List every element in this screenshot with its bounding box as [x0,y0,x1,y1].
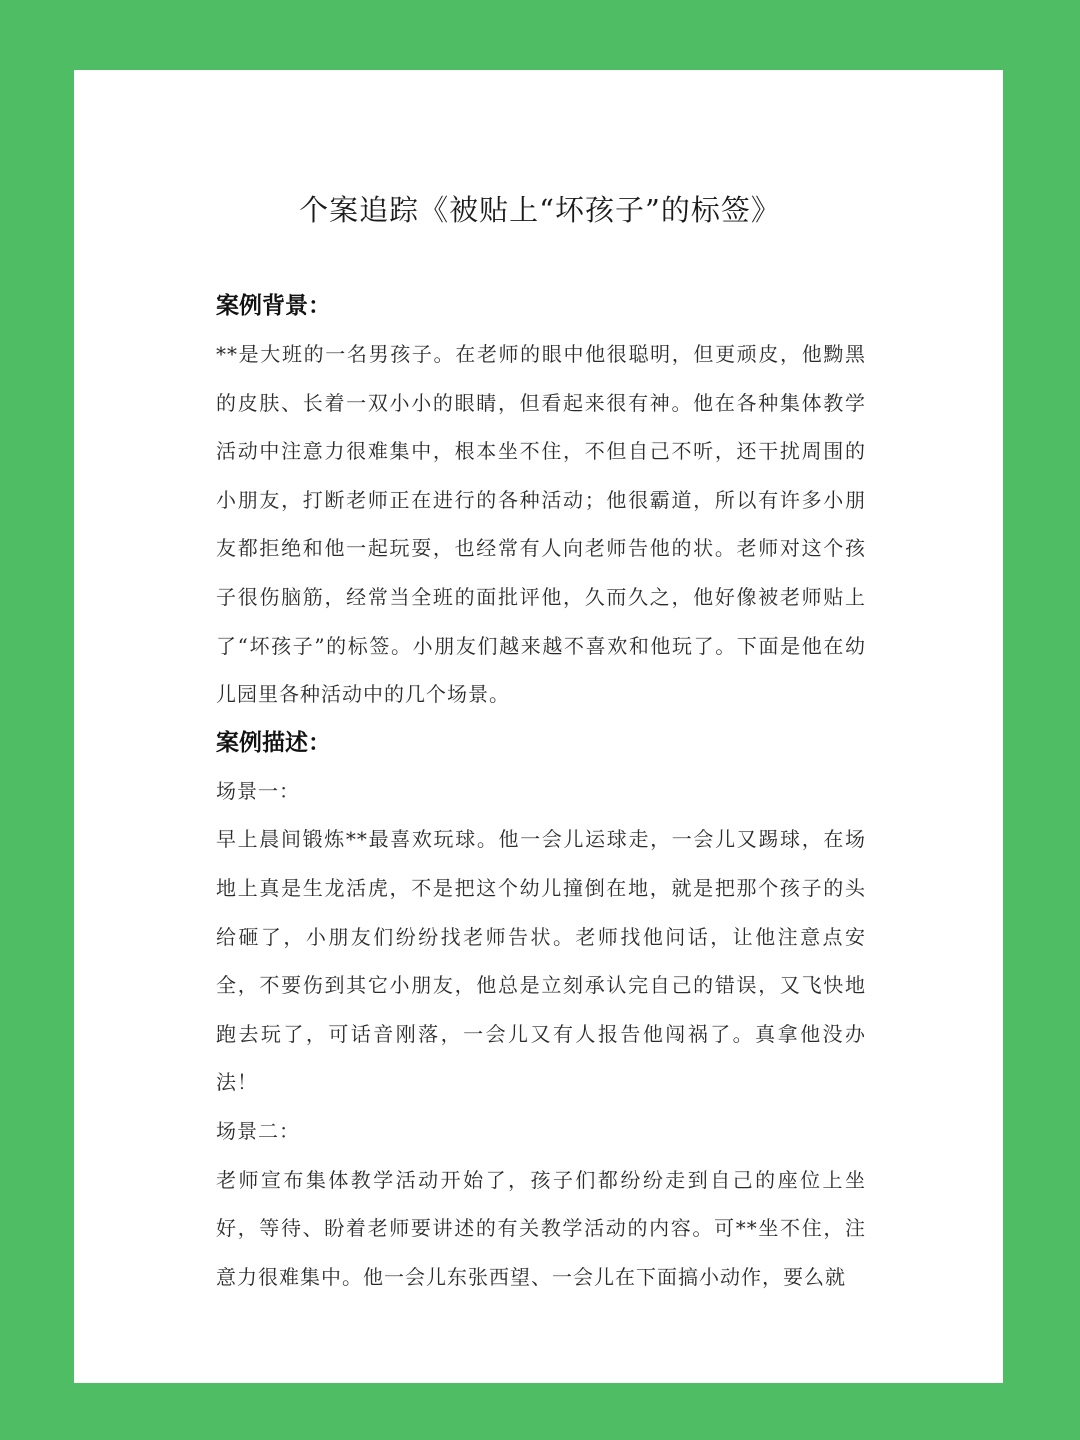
document-title: 个案追踪《被贴上“坏孩子”的标签》 [299,193,781,227]
document-body [216,282,866,1301]
scene1-label: 场景一： [216,778,300,803]
scene2-paragraph: 老师宣布集体教学活动开始了，孩子们都纷纷走到自己的座位上坐好，等待、盼着老师要讲述的有关教学活动的内容。可**坐不住，注意力很难集中。他一会儿东张西望、一会儿在下面搞小动作，要么就 [216,1167,866,1289]
scene2-label: 场景二： [216,1118,300,1143]
scene1-paragraph: 早上晨间锻炼**最喜欢玩球。他一会儿运球走，一会儿又踢球，在场地上真是生龙活虎，不是把这个幼儿撞倒在地，就是把那个孩子的头给砸了，小朋友们纷纷找老师告状。老师找他问话，让他注意点安全，不要伤到其它小朋友，他总是立刻承认完自己的错误，又飞快地跑去玩了，可话音刚落，一会儿又有人报告他闯祸了。真拿他没办法！ [216,827,866,1095]
description-heading: 案例描述： [216,729,331,756]
background-paragraph: **是大班的一名男孩子。在老师的眼中他很聪明，但更顽皮，他黝黑的皮肤、长着一双小小的眼睛，但看起来很有神。他在各种集体教学活动中注意力很难集中，根本坐不住，不但自己不听，还干扰周围的小朋友，打断老师正在进行的各种活动；他很霸道，所以有许多小朋友都拒绝和他一起玩耍，也经常有人向老师告他的状。老师对这个孩子很伤脑筋，经常当全班的面批评他，久而久之，他好像被老师贴上了“坏孩子”的标签。小朋友们越来越不喜欢和他玩了。下面是他在幼儿园里各种活动中的几个场景。 [216,342,866,707]
background-heading: 案例背景： [216,293,331,319]
